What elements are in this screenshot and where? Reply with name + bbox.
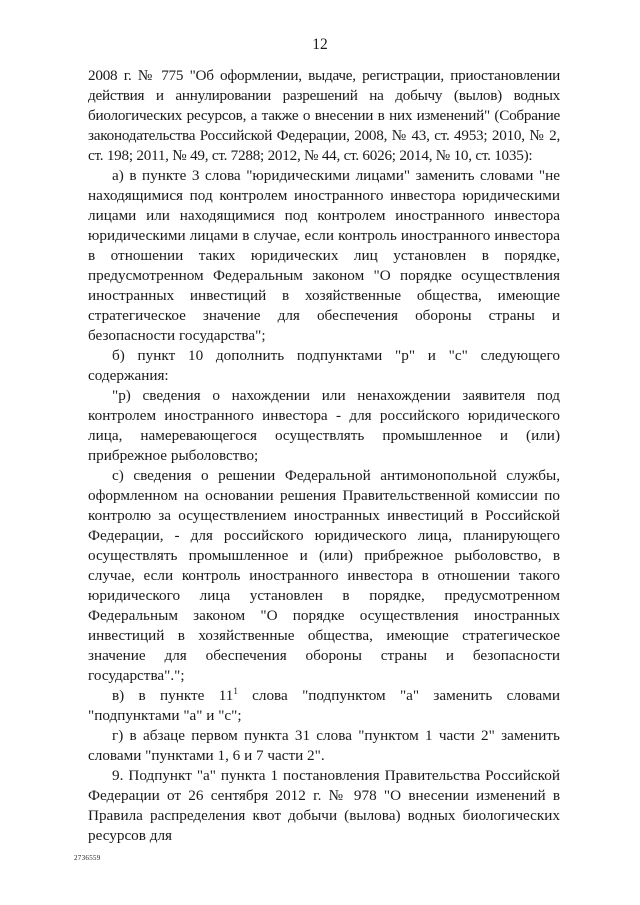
paragraph-citation-continuation: 2008 г. № 775 "Об оформлении, выдаче, регистрации, приостановлении действия и аннулировании разрешений на добычу (вылов) водных биологических ресурсов, а также о внесении в них изменений" (Собрание законодательства Российской Федерации, 2008, № 43, ст. 4953; 2010, № 2, ст. 198; 2011, № 49, ст. 7288; 2012, № 44, ст. 6026; 2014, № 10, ст. 1035): xyxy=(88,67,560,164)
paragraph-subitem-r: "р) сведения о нахождении или ненахождении заявителя под контролем иностранного инвестора - для российского юридического лица, намеревающегося осуществлять промышленное и (или) прибрежное рыболовство; xyxy=(88,387,560,464)
paragraph-subitem-s: с) сведения о решении Федеральной антимонопольной службы, оформленном на основании решения Правительственной комиссии по контролю за осуществлением иностранных инвестиций в Российской Федерации, - для российского юридического лица, планирующего осуществлять промышленное и (или) прибрежное рыболовство, в случае, если контроль иностранного инвестора в отношении такого юридического лица установлен в порядке, предусмотренном Федеральным законом "О порядке осуществления иностранных инвестиций в хозяйственные общества, имеющие стратегическое значение для обеспечения обороны страны и безопасности государства"."; xyxy=(88,467,560,684)
paragraph-item-a: а) в пункте 3 слова "юридическими лицами" заменить словами "не находящимися под контролем иностранного инвестора юридическими лицами или находящимися под контролем иностранного инвестора юридическими лицами в случае, если контроль иностранного инвестора в отношении таких юридических лиц установлен в порядке, предусмотренном Федеральным законом "О порядке осуществления иностранных инвестиций в хозяйственные общества, имеющие стратегическое значение для обеспечения обороны страны и безопасности государства"; xyxy=(88,167,560,344)
document-code: 2736559 xyxy=(74,854,101,862)
item-v-text-before: в) в пункте 11 xyxy=(112,687,234,704)
page-number: 12 xyxy=(312,36,328,53)
paragraph-point-9: 9. Подпункт "а" пункта 1 постановления Правительства Российской Федерации от 26 сентября 2012 г. № 978 "О внесении изменений в Правила распределения квот добычи (вылова) водных биологических ресурсов для xyxy=(88,767,560,844)
paragraph-item-v xyxy=(88,686,560,726)
paragraph-item-b: б) пункт 10 дополнить подпунктами "р" и "с" следующего содержания: xyxy=(88,347,560,384)
paragraph-item-g: г) в абзаце первом пункта 31 слова "пунктом 1 части 2" заменить словами "пунктами 1, 6 и 7 части 2". xyxy=(88,727,560,764)
item-v-superscript: 1 xyxy=(233,686,238,696)
item-v-text-after: слова "подпунктом "а" заменить словами "подпунктами "а" и "с"; xyxy=(88,687,560,724)
document-body xyxy=(88,66,560,846)
